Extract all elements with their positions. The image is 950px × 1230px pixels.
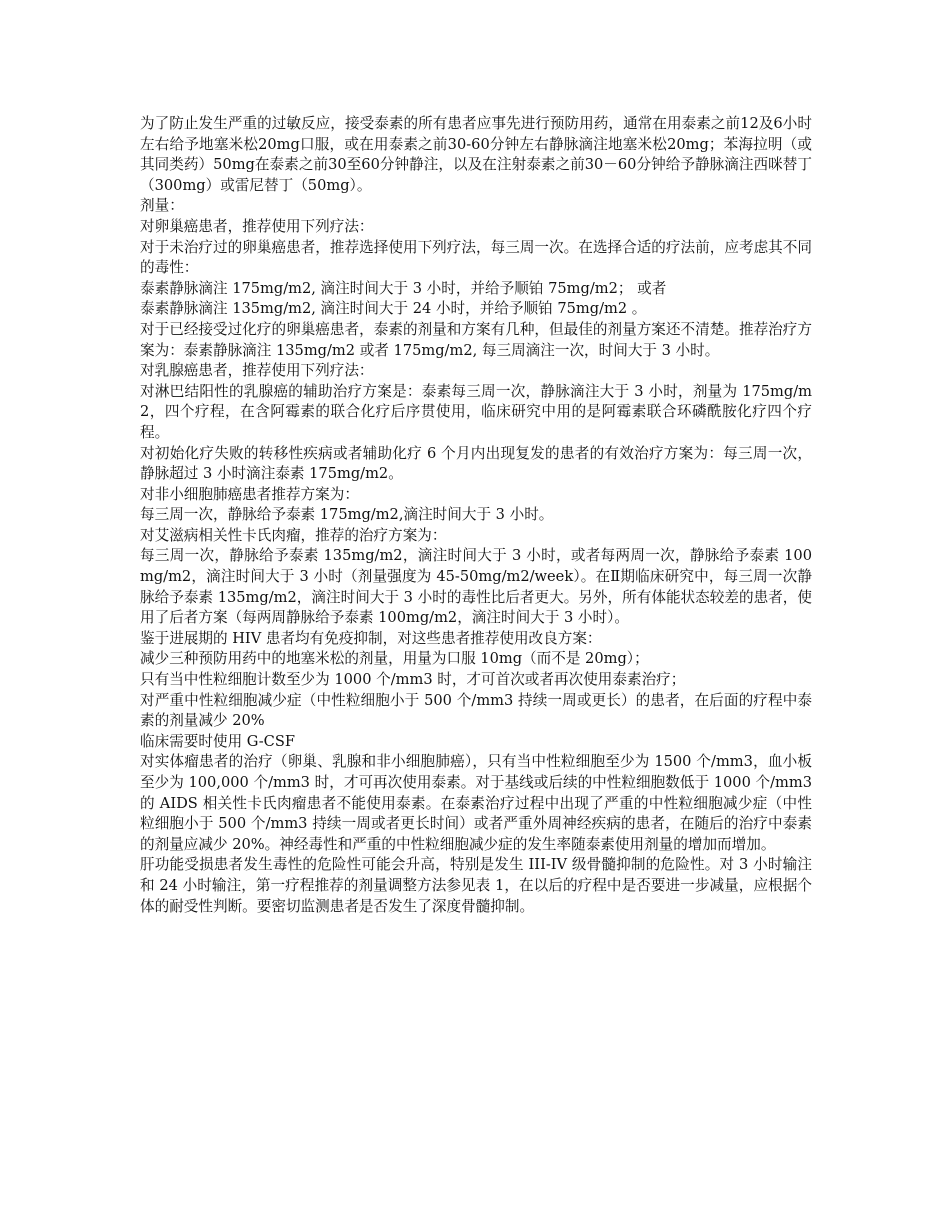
paragraph-hiv-dose-reduction: 对严重中性粒细胞减少症（中性粒细胞小于 500 个/mm3 持续一周或更长）的患者，在后面的疗程中泰素的剂量减少 20% [140,691,812,730]
paragraph-hepatic: 肝功能受损患者发生毒性的危险性可能会升高，特别是发生 III-IV 级骨髓抑制的危险性。对 3 小时输注和 24 小时输注，第一疗程推荐的剂量调整方法参见表 1，在以后的疗程中是否要进一步减量，应根据个体的耐受性判断。要密切监测患者是否发生了深度骨髓抑制。 [140,856,812,915]
paragraph-ovarian-pretreated: 对于已经接受过化疗的卵巢癌患者，泰素的剂量和方案有几种，但最佳的剂量方案还不清楚。推荐治疗方案为：泰素静脉滴注 135mg/m2 或者 175mg/m2, 每三周滴注一次，时间大于 3 小时。 [140,320,812,359]
paragraph-solid-tumor: 对实体瘤患者的治疗（卵巢、乳腺和非小细胞肺癌），只有当中性粒细胞至少为 1500 个/mm3，血小板至少为 100,000 个/mm3 时，才可再次使用泰素。对于基线或后续的中性粒细胞数低于 1000 个/mm3 的 AIDS 相关性卡氏肉瘤患者不能使用泰素。在泰素治疗过程中出现了严重的中性粒细胞减少症（中性粒细胞小于 500 个/mm3 持续一周或者更长时间）或者严重外周神经疾病的患者，在随后的治疗中泰素的剂量应减少 20%。神经毒性和严重的中性粒细胞减少症的发生率随泰素使用剂量的增加而增加。 [140,753,812,853]
paragraph-hiv-gcsf: 临床需要时使用 G-CSF [140,732,295,750]
document-body [140,114,812,917]
paragraph-ovarian-regimen-1: 泰素静脉滴注 175mg/m2, 滴注时间大于 3 小时，并给予顺铂 75mg/m2； 或者 [140,279,667,297]
paragraph-kaposi-regimen: 每三周一次，静脉给予泰素 135mg/m2，滴注时间大于 3 小时，或者每两周一次，静脉给予泰素 100mg/m2，滴注时间大于 3 小时（剂量强度为 45-50mg/m2/week）。在Ⅱ期临床研究中，每三周一次静脉给予泰素 135mg/m2，滴注时间大于 3 小时的毒性比后者更大。另外，所有体能状态较差的患者，使用了后者方案（每两周静脉给予泰素 100mg/m2，滴注时间大于 3 小时）。 [140,547,812,627]
paragraph-ovarian-heading: 对卵巢癌患者，推荐使用下列疗法： [140,217,374,235]
paragraph-breast-metastatic: 对初始化疗失败的转移性疾病或者辅助化疗 6 个月内出现复发的患者的有效治疗方案为：每三周一次，静脉超过 3 小时滴注泰素 175mg/m2。 [140,444,812,483]
paragraph-kaposi-heading: 对艾滋病相关性卡氏肉瘤，推荐的治疗方案为： [140,526,447,544]
paragraph-premedication: 为了防止发生严重的过敏反应，接受泰素的所有患者应事先进行预防用药，通常在用泰素之前12及6小时左右给予地塞米松20mg口服，或在用泰素之前30-60分钟左右静脉滴注地塞米松20mg；苯海拉明（或其同类药）50mg在泰素之前30至60分钟静注，以及在注射泰素之前30－60分钟给予静脉滴注西咪替丁（300mg）或雷尼替丁（50mg）。 [140,115,812,194]
paragraph-dosage-heading: 剂量： [140,197,184,215]
paragraph-breast-heading: 对乳腺癌患者，推荐使用下列疗法： [140,362,374,380]
paragraph-hiv-heading: 鉴于进展期的 HIV 患者均有免疫抑制，对这些患者推荐使用改良方案： [140,629,602,647]
paragraph-hiv-neutrophil: 只有当中性粒细胞计数至少为 1000 个/mm3 时，才可首次或者再次使用泰素治疗； [140,671,686,689]
paragraph-ovarian-regimen-2: 泰素静脉滴注 135mg/m2, 滴注时间大于 24 小时，并给予顺铂 75mg/m2 。 [140,300,647,318]
paragraph-nsclc-regimen: 每三周一次，静脉给予泰素 175mg/m2,滴注时间大于 3 小时。 [140,506,554,524]
paragraph-breast-adjuvant: 对淋巴结阳性的乳腺癌的辅助治疗方案是：泰素每三周一次，静脉滴注大于 3 小时，剂量为 175mg/m2，四个疗程，在含阿霉素的联合化疗后序贯使用，临床研究中用的是阿霉素联合环磷酰胺化疗四个疗程。 [140,382,812,441]
paragraph-nsclc-heading: 对非小细胞肺癌患者推荐方案为： [140,485,359,503]
paragraph-hiv-dexamethasone: 减少三种预防用药中的地塞米松的剂量，用量为口服 10mg（而不是 20mg）； [140,650,649,668]
paragraph-ovarian-untreated: 对于未治疗过的卵巢癌患者，推荐选择使用下列疗法，每三周一次。在选择合适的疗法前，应考虑其不同的毒性： [140,238,812,277]
